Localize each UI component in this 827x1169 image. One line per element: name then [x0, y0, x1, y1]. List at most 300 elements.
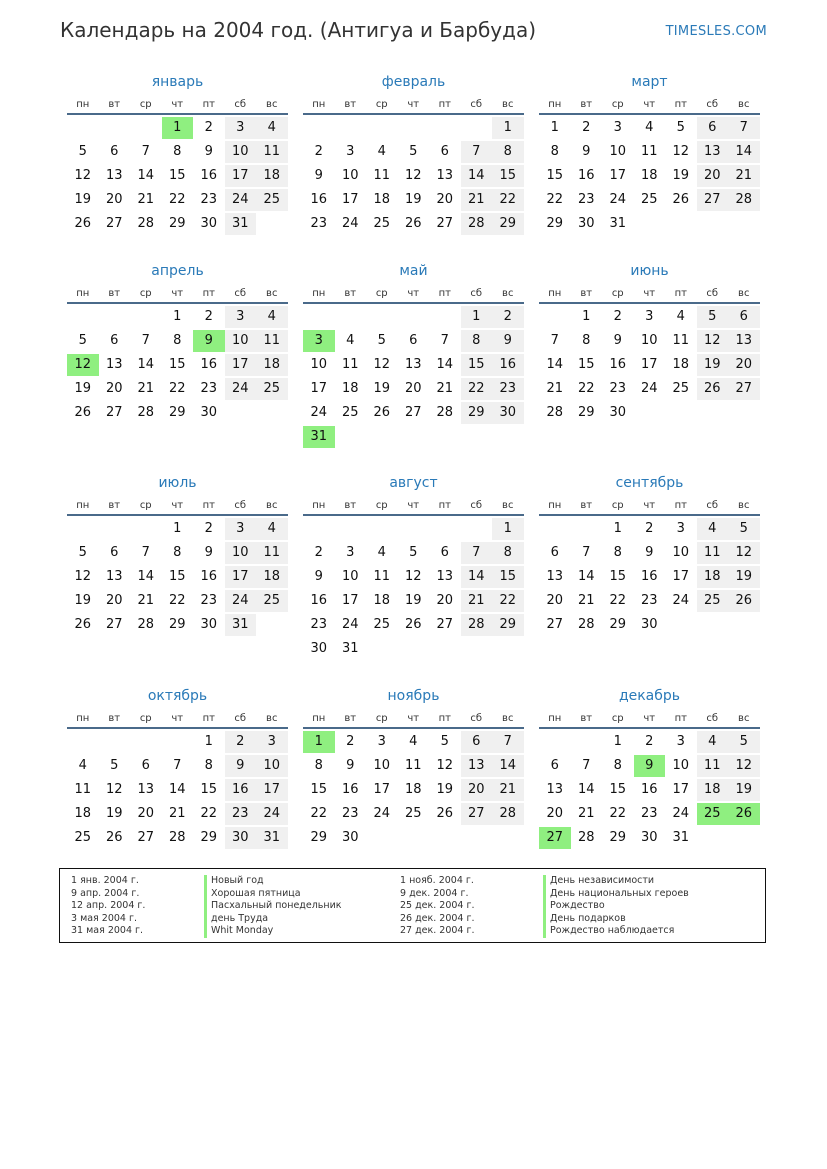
day-cell[interactable]: 22 [492, 189, 524, 211]
day-cell[interactable]: 18 [373, 192, 391, 207]
day-cell[interactable]: 28 [546, 405, 564, 420]
day-cell[interactable]: 5 [728, 731, 760, 753]
day-cell[interactable]: 28 [137, 216, 155, 231]
day-cell[interactable]: 24 [341, 617, 359, 632]
day-cell[interactable]: 22 [310, 806, 328, 821]
day-cell[interactable]: 8 [314, 758, 323, 773]
day-cell[interactable]: 21 [436, 381, 454, 396]
day-cell[interactable]: 28 [168, 830, 186, 845]
day-cell[interactable]: 11 [256, 542, 288, 564]
day-cell[interactable]: 13 [404, 357, 422, 372]
day-cell[interactable]: 5 [78, 144, 87, 159]
day-cell[interactable]: 15 [577, 357, 595, 372]
day-cell[interactable]: 13 [728, 330, 760, 352]
day-cell[interactable]: 10 [256, 755, 288, 777]
holiday-day-cell[interactable]: 9 [193, 330, 225, 352]
day-cell[interactable]: 8 [461, 330, 493, 352]
day-cell[interactable]: 6 [550, 758, 559, 773]
day-cell[interactable]: 4 [377, 144, 386, 159]
day-cell[interactable]: 5 [676, 120, 685, 135]
day-cell[interactable]: 12 [697, 330, 729, 352]
day-cell[interactable]: 14 [168, 782, 186, 797]
holiday-day-cell[interactable]: 31 [303, 426, 335, 448]
day-cell[interactable]: 13 [436, 168, 454, 183]
day-cell[interactable]: 31 [672, 830, 690, 845]
day-cell[interactable]: 1 [613, 521, 622, 536]
day-cell[interactable]: 6 [461, 731, 493, 753]
day-cell[interactable]: 13 [105, 357, 123, 372]
day-cell[interactable]: 23 [200, 593, 218, 608]
day-cell[interactable]: 19 [74, 381, 92, 396]
day-cell[interactable]: 6 [440, 545, 449, 560]
day-cell[interactable]: 7 [461, 141, 493, 163]
day-cell[interactable]: 31 [256, 827, 288, 849]
day-cell[interactable]: 27 [436, 216, 454, 231]
day-cell[interactable]: 20 [697, 165, 729, 187]
day-cell[interactable]: 12 [74, 168, 92, 183]
day-cell[interactable]: 8 [582, 333, 591, 348]
day-cell[interactable]: 19 [697, 354, 729, 376]
day-cell[interactable]: 20 [105, 192, 123, 207]
day-cell[interactable]: 6 [110, 545, 119, 560]
day-cell[interactable]: 28 [492, 803, 524, 825]
day-cell[interactable]: 24 [310, 405, 328, 420]
day-cell[interactable]: 20 [436, 593, 454, 608]
day-cell[interactable]: 17 [225, 354, 257, 376]
day-cell[interactable]: 22 [546, 192, 564, 207]
holiday-day-cell[interactable]: 25 [697, 803, 729, 825]
day-cell[interactable]: 22 [200, 806, 218, 821]
day-cell[interactable]: 25 [256, 378, 288, 400]
day-cell[interactable]: 27 [728, 378, 760, 400]
day-cell[interactable]: 16 [640, 569, 658, 584]
day-cell[interactable]: 19 [728, 779, 760, 801]
day-cell[interactable]: 5 [409, 545, 418, 560]
day-cell[interactable]: 26 [74, 216, 92, 231]
day-cell[interactable]: 9 [225, 755, 257, 777]
day-cell[interactable]: 14 [436, 357, 454, 372]
day-cell[interactable]: 7 [492, 731, 524, 753]
day-cell[interactable]: 4 [256, 117, 288, 139]
day-cell[interactable]: 28 [436, 405, 454, 420]
day-cell[interactable]: 10 [225, 330, 257, 352]
day-cell[interactable]: 24 [341, 216, 359, 231]
holiday-day-cell[interactable]: 9 [634, 755, 666, 777]
day-cell[interactable]: 1 [582, 309, 591, 324]
day-cell[interactable]: 14 [577, 782, 595, 797]
day-cell[interactable]: 8 [550, 144, 559, 159]
day-cell[interactable]: 22 [577, 381, 595, 396]
day-cell[interactable]: 15 [461, 354, 493, 376]
day-cell[interactable]: 18 [640, 168, 658, 183]
day-cell[interactable]: 11 [256, 330, 288, 352]
day-cell[interactable]: 2 [645, 734, 654, 749]
day-cell[interactable]: 11 [697, 542, 729, 564]
day-cell[interactable]: 2 [314, 144, 323, 159]
day-cell[interactable]: 24 [225, 189, 257, 211]
day-cell[interactable]: 7 [141, 333, 150, 348]
day-cell[interactable]: 29 [168, 216, 186, 231]
day-cell[interactable]: 8 [492, 141, 524, 163]
day-cell[interactable]: 20 [436, 192, 454, 207]
day-cell[interactable]: 21 [728, 165, 760, 187]
day-cell[interactable]: 12 [404, 168, 422, 183]
day-cell[interactable]: 2 [346, 734, 355, 749]
day-cell[interactable]: 13 [137, 782, 155, 797]
day-cell[interactable]: 11 [341, 357, 359, 372]
day-cell[interactable]: 26 [697, 378, 729, 400]
day-cell[interactable]: 6 [697, 117, 729, 139]
day-cell[interactable]: 6 [110, 333, 119, 348]
day-cell[interactable]: 30 [640, 830, 658, 845]
day-cell[interactable]: 11 [373, 168, 391, 183]
day-cell[interactable]: 28 [137, 405, 155, 420]
day-cell[interactable]: 29 [200, 830, 218, 845]
day-cell[interactable]: 6 [110, 144, 119, 159]
day-cell[interactable]: 15 [168, 357, 186, 372]
day-cell[interactable]: 25 [373, 216, 391, 231]
day-cell[interactable]: 29 [609, 830, 627, 845]
day-cell[interactable]: 14 [137, 357, 155, 372]
day-cell[interactable]: 18 [404, 782, 422, 797]
day-cell[interactable]: 20 [461, 779, 493, 801]
day-cell[interactable]: 18 [256, 354, 288, 376]
day-cell[interactable]: 27 [461, 803, 493, 825]
day-cell[interactable]: 20 [105, 593, 123, 608]
day-cell[interactable]: 9 [645, 545, 654, 560]
day-cell[interactable]: 15 [609, 569, 627, 584]
day-cell[interactable]: 9 [492, 330, 524, 352]
day-cell[interactable]: 17 [672, 569, 690, 584]
day-cell[interactable]: 14 [137, 168, 155, 183]
day-cell[interactable]: 21 [546, 381, 564, 396]
day-cell[interactable]: 28 [461, 213, 493, 235]
day-cell[interactable]: 8 [613, 545, 622, 560]
day-cell[interactable]: 5 [409, 144, 418, 159]
day-cell[interactable]: 17 [256, 779, 288, 801]
day-cell[interactable]: 7 [582, 545, 591, 560]
day-cell[interactable]: 17 [672, 782, 690, 797]
day-cell[interactable]: 19 [373, 381, 391, 396]
day-cell[interactable]: 16 [577, 168, 595, 183]
day-cell[interactable]: 10 [225, 542, 257, 564]
day-cell[interactable]: 27 [436, 617, 454, 632]
day-cell[interactable]: 12 [373, 357, 391, 372]
day-cell[interactable]: 1 [492, 117, 524, 139]
day-cell[interactable]: 17 [225, 566, 257, 588]
day-cell[interactable]: 7 [173, 758, 182, 773]
day-cell[interactable]: 25 [256, 590, 288, 612]
day-cell[interactable]: 24 [672, 593, 690, 608]
day-cell[interactable]: 23 [640, 593, 658, 608]
day-cell[interactable]: 2 [204, 521, 213, 536]
day-cell[interactable]: 25 [373, 617, 391, 632]
day-cell[interactable]: 23 [609, 381, 627, 396]
day-cell[interactable]: 18 [341, 381, 359, 396]
day-cell[interactable]: 4 [645, 120, 654, 135]
day-cell[interactable]: 24 [225, 378, 257, 400]
day-cell[interactable]: 2 [204, 120, 213, 135]
day-cell[interactable]: 4 [676, 309, 685, 324]
day-cell[interactable]: 6 [141, 758, 150, 773]
day-cell[interactable]: 26 [404, 617, 422, 632]
day-cell[interactable]: 13 [105, 168, 123, 183]
day-cell[interactable]: 21 [461, 189, 493, 211]
day-cell[interactable]: 11 [256, 141, 288, 163]
day-cell[interactable]: 29 [577, 405, 595, 420]
day-cell[interactable]: 7 [461, 542, 493, 564]
day-cell[interactable]: 28 [461, 614, 493, 636]
day-cell[interactable]: 8 [613, 758, 622, 773]
day-cell[interactable]: 16 [640, 782, 658, 797]
day-cell[interactable]: 24 [640, 381, 658, 396]
day-cell[interactable]: 9 [582, 144, 591, 159]
day-cell[interactable]: 8 [173, 144, 182, 159]
day-cell[interactable]: 13 [105, 569, 123, 584]
day-cell[interactable]: 13 [546, 782, 564, 797]
day-cell[interactable]: 4 [697, 518, 729, 540]
day-cell[interactable]: 15 [609, 782, 627, 797]
day-cell[interactable]: 25 [640, 192, 658, 207]
day-cell[interactable]: 21 [492, 779, 524, 801]
day-cell[interactable]: 27 [546, 617, 564, 632]
day-cell[interactable]: 10 [373, 758, 391, 773]
day-cell[interactable]: 1 [173, 521, 182, 536]
day-cell[interactable]: 23 [200, 381, 218, 396]
day-cell[interactable]: 26 [404, 216, 422, 231]
day-cell[interactable]: 27 [105, 405, 123, 420]
day-cell[interactable]: 16 [341, 782, 359, 797]
day-cell[interactable]: 12 [404, 569, 422, 584]
day-cell[interactable]: 17 [310, 381, 328, 396]
day-cell[interactable]: 15 [310, 782, 328, 797]
day-cell[interactable]: 29 [310, 830, 328, 845]
day-cell[interactable]: 3 [225, 117, 257, 139]
day-cell[interactable]: 10 [640, 333, 658, 348]
day-cell[interactable]: 1 [492, 518, 524, 540]
day-cell[interactable]: 1 [173, 309, 182, 324]
day-cell[interactable]: 15 [168, 168, 186, 183]
day-cell[interactable]: 9 [314, 168, 323, 183]
day-cell[interactable]: 15 [200, 782, 218, 797]
day-cell[interactable]: 27 [404, 405, 422, 420]
day-cell[interactable]: 13 [697, 141, 729, 163]
day-cell[interactable]: 30 [492, 402, 524, 424]
day-cell[interactable]: 7 [550, 333, 559, 348]
day-cell[interactable]: 2 [314, 545, 323, 560]
day-cell[interactable]: 23 [200, 192, 218, 207]
day-cell[interactable]: 14 [492, 755, 524, 777]
day-cell[interactable]: 5 [78, 333, 87, 348]
day-cell[interactable]: 26 [74, 617, 92, 632]
day-cell[interactable]: 20 [137, 806, 155, 821]
day-cell[interactable]: 29 [492, 614, 524, 636]
day-cell[interactable]: 4 [697, 731, 729, 753]
day-cell[interactable]: 19 [404, 593, 422, 608]
day-cell[interactable]: 22 [168, 192, 186, 207]
day-cell[interactable]: 27 [697, 189, 729, 211]
day-cell[interactable]: 22 [492, 590, 524, 612]
day-cell[interactable]: 30 [577, 216, 595, 231]
day-cell[interactable]: 20 [404, 381, 422, 396]
brand-link[interactable]: TIMESLES.COM [665, 24, 767, 39]
day-cell[interactable]: 5 [440, 734, 449, 749]
day-cell[interactable]: 19 [436, 782, 454, 797]
holiday-day-cell[interactable]: 1 [303, 731, 335, 753]
day-cell[interactable]: 22 [168, 593, 186, 608]
day-cell[interactable]: 16 [225, 779, 257, 801]
day-cell[interactable]: 5 [697, 306, 729, 328]
day-cell[interactable]: 11 [640, 144, 658, 159]
day-cell[interactable]: 10 [609, 144, 627, 159]
day-cell[interactable]: 3 [676, 734, 685, 749]
holiday-day-cell[interactable]: 12 [67, 354, 99, 376]
day-cell[interactable]: 14 [137, 569, 155, 584]
day-cell[interactable]: 2 [582, 120, 591, 135]
day-cell[interactable]: 25 [404, 806, 422, 821]
day-cell[interactable]: 26 [672, 192, 690, 207]
day-cell[interactable]: 16 [200, 357, 218, 372]
day-cell[interactable]: 4 [256, 518, 288, 540]
day-cell[interactable]: 25 [74, 830, 92, 845]
day-cell[interactable]: 10 [310, 357, 328, 372]
day-cell[interactable]: 31 [341, 641, 359, 656]
day-cell[interactable]: 4 [78, 758, 87, 773]
day-cell[interactable]: 24 [225, 590, 257, 612]
day-cell[interactable]: 11 [672, 333, 690, 348]
day-cell[interactable]: 4 [346, 333, 355, 348]
day-cell[interactable]: 12 [436, 758, 454, 773]
day-cell[interactable]: 29 [461, 402, 493, 424]
day-cell[interactable]: 16 [310, 593, 328, 608]
day-cell[interactable]: 12 [105, 782, 123, 797]
day-cell[interactable]: 5 [377, 333, 386, 348]
day-cell[interactable]: 3 [645, 309, 654, 324]
day-cell[interactable]: 30 [200, 405, 218, 420]
day-cell[interactable]: 28 [137, 617, 155, 632]
day-cell[interactable]: 2 [492, 306, 524, 328]
day-cell[interactable]: 29 [609, 617, 627, 632]
day-cell[interactable]: 17 [341, 192, 359, 207]
day-cell[interactable]: 8 [204, 758, 213, 773]
day-cell[interactable]: 23 [577, 192, 595, 207]
day-cell[interactable]: 24 [256, 803, 288, 825]
day-cell[interactable]: 23 [310, 617, 328, 632]
day-cell[interactable]: 27 [105, 216, 123, 231]
day-cell[interactable]: 13 [436, 569, 454, 584]
day-cell[interactable]: 8 [173, 333, 182, 348]
day-cell[interactable]: 12 [74, 569, 92, 584]
day-cell[interactable]: 10 [225, 141, 257, 163]
day-cell[interactable]: 30 [310, 641, 328, 656]
day-cell[interactable]: 25 [341, 405, 359, 420]
day-cell[interactable]: 30 [609, 405, 627, 420]
day-cell[interactable]: 18 [697, 566, 729, 588]
day-cell[interactable]: 10 [672, 545, 690, 560]
day-cell[interactable]: 30 [341, 830, 359, 845]
day-cell[interactable]: 9 [204, 545, 213, 560]
day-cell[interactable]: 1 [204, 734, 213, 749]
day-cell[interactable]: 9 [204, 144, 213, 159]
day-cell[interactable]: 16 [200, 168, 218, 183]
day-cell[interactable]: 15 [546, 168, 564, 183]
day-cell[interactable]: 30 [200, 216, 218, 231]
day-cell[interactable]: 18 [256, 566, 288, 588]
day-cell[interactable]: 20 [728, 354, 760, 376]
day-cell[interactable]: 3 [377, 734, 386, 749]
day-cell[interactable]: 15 [168, 569, 186, 584]
day-cell[interactable]: 1 [461, 306, 493, 328]
day-cell[interactable]: 22 [609, 593, 627, 608]
day-cell[interactable]: 5 [110, 758, 119, 773]
day-cell[interactable]: 9 [314, 569, 323, 584]
day-cell[interactable]: 15 [492, 566, 524, 588]
day-cell[interactable]: 12 [728, 542, 760, 564]
day-cell[interactable]: 26 [105, 830, 123, 845]
day-cell[interactable]: 25 [697, 590, 729, 612]
holiday-day-cell[interactable]: 27 [539, 827, 571, 849]
day-cell[interactable]: 16 [310, 192, 328, 207]
day-cell[interactable]: 11 [404, 758, 422, 773]
day-cell[interactable]: 3 [225, 518, 257, 540]
day-cell[interactable]: 2 [225, 731, 257, 753]
day-cell[interactable]: 22 [168, 381, 186, 396]
day-cell[interactable]: 23 [310, 216, 328, 231]
day-cell[interactable]: 10 [672, 758, 690, 773]
day-cell[interactable]: 17 [225, 165, 257, 187]
day-cell[interactable]: 31 [225, 213, 257, 235]
day-cell[interactable]: 17 [373, 782, 391, 797]
day-cell[interactable]: 19 [74, 593, 92, 608]
day-cell[interactable]: 26 [436, 806, 454, 821]
day-cell[interactable]: 19 [74, 192, 92, 207]
day-cell[interactable]: 23 [492, 378, 524, 400]
day-cell[interactable]: 30 [200, 617, 218, 632]
day-cell[interactable]: 28 [728, 189, 760, 211]
day-cell[interactable]: 7 [141, 545, 150, 560]
day-cell[interactable]: 12 [672, 144, 690, 159]
day-cell[interactable]: 3 [346, 545, 355, 560]
day-cell[interactable]: 6 [440, 144, 449, 159]
day-cell[interactable]: 10 [341, 168, 359, 183]
day-cell[interactable]: 5 [728, 518, 760, 540]
day-cell[interactable]: 3 [256, 731, 288, 753]
day-cell[interactable]: 18 [697, 779, 729, 801]
day-cell[interactable]: 24 [609, 192, 627, 207]
day-cell[interactable]: 30 [640, 617, 658, 632]
day-cell[interactable]: 21 [137, 593, 155, 608]
day-cell[interactable]: 21 [577, 806, 595, 821]
day-cell[interactable]: 25 [256, 189, 288, 211]
day-cell[interactable]: 3 [676, 521, 685, 536]
day-cell[interactable]: 10 [341, 569, 359, 584]
day-cell[interactable]: 2 [204, 309, 213, 324]
holiday-day-cell[interactable]: 3 [303, 330, 335, 352]
day-cell[interactable]: 27 [137, 830, 155, 845]
day-cell[interactable]: 26 [74, 405, 92, 420]
day-cell[interactable]: 18 [373, 593, 391, 608]
day-cell[interactable]: 19 [404, 192, 422, 207]
day-cell[interactable]: 24 [672, 806, 690, 821]
day-cell[interactable]: 11 [697, 755, 729, 777]
day-cell[interactable]: 4 [377, 545, 386, 560]
day-cell[interactable]: 14 [728, 141, 760, 163]
day-cell[interactable]: 4 [409, 734, 418, 749]
day-cell[interactable]: 23 [225, 803, 257, 825]
day-cell[interactable]: 3 [225, 306, 257, 328]
day-cell[interactable]: 26 [728, 590, 760, 612]
day-cell[interactable]: 29 [168, 617, 186, 632]
